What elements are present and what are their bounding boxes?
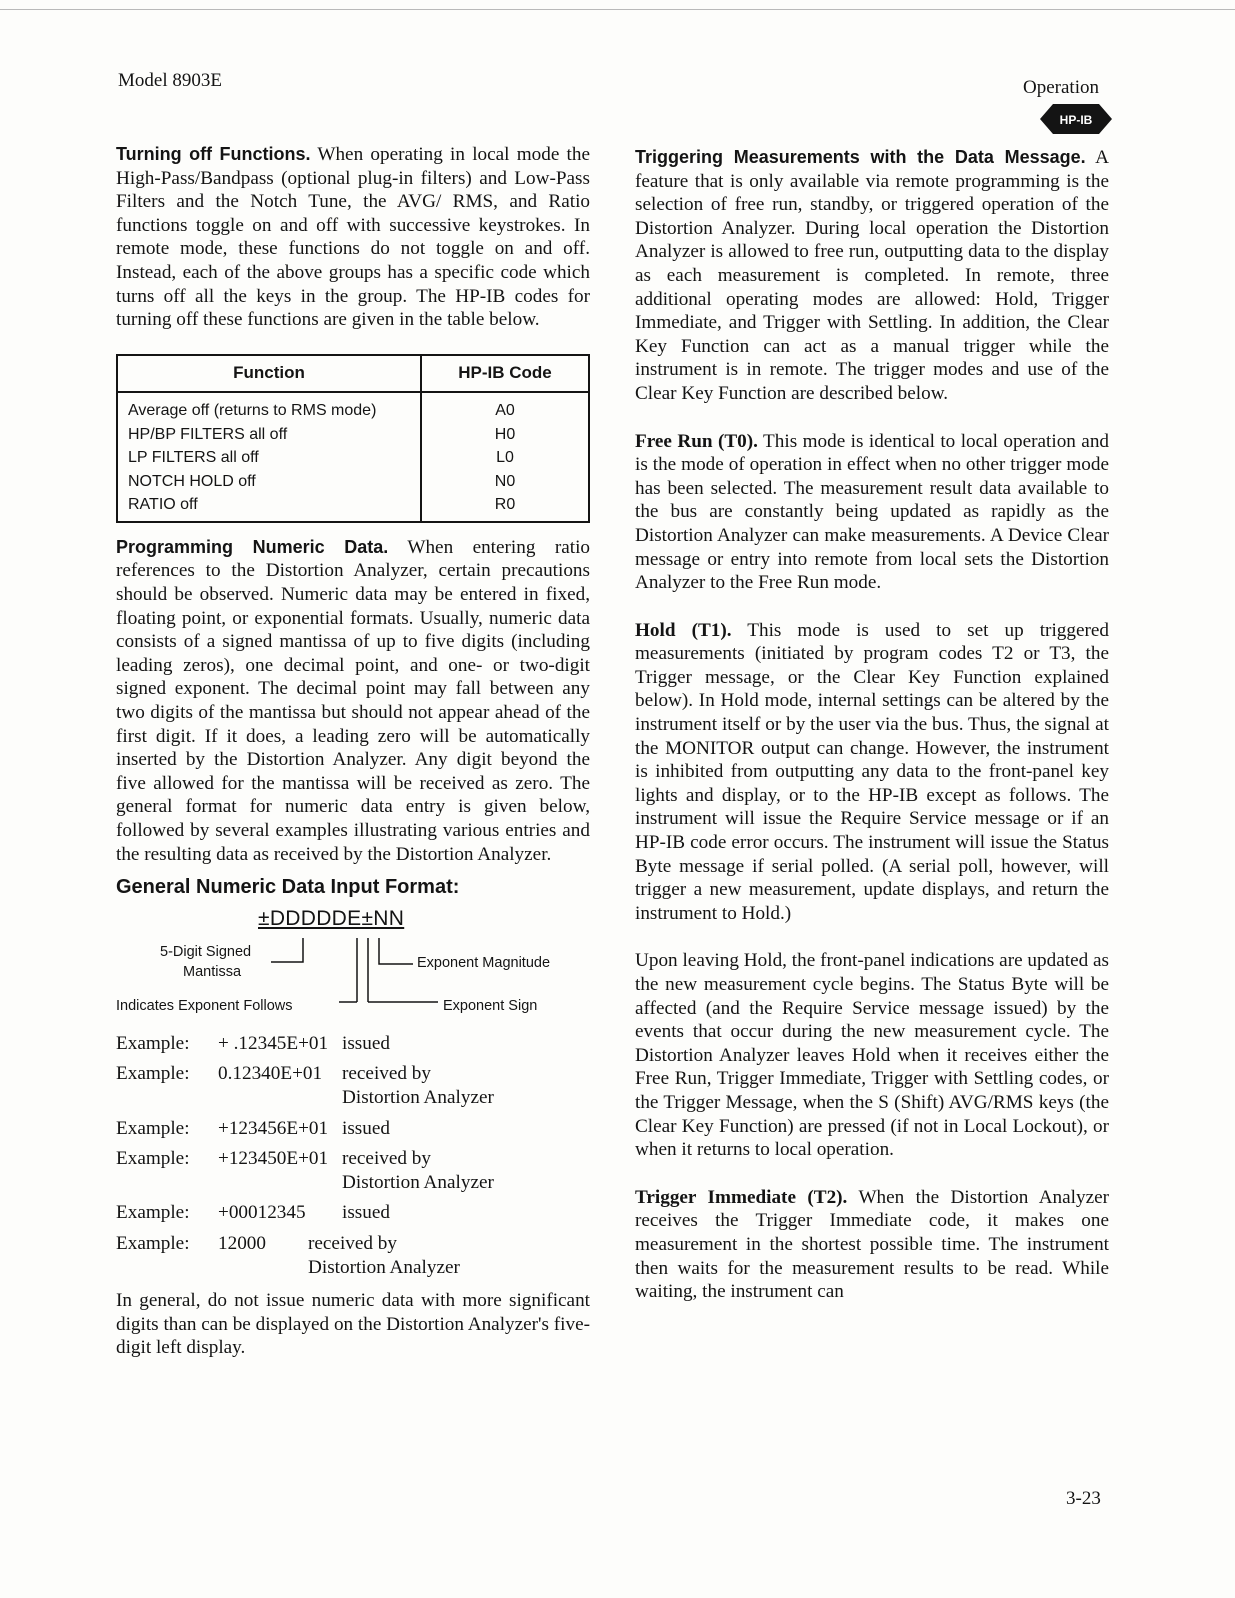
example-result: issued: [342, 1202, 390, 1224]
example-row: [116, 1201, 590, 1225]
numeric-data-heading: Programming Numeric Data.: [116, 536, 389, 557]
example-row: [116, 1032, 590, 1056]
page-number: 3-23: [1066, 1488, 1101, 1509]
table-header-function: Function: [117, 355, 421, 393]
table-header-code: HP-IB Code: [421, 355, 589, 393]
table-cell-function: LP FILTERS all off: [117, 446, 421, 470]
example-result-line2: Distortion Analyzer: [342, 1171, 494, 1193]
example-row: [116, 1232, 590, 1279]
label-exponent-sign: Exponent Sign: [443, 997, 538, 1014]
numeric-data-text: When entering ratio references to the Distortion Analyzer, certain precautions should be observed. Numeric data may be entered in fixed, floating point, or exponential formats. Usually, numeric data consists of a signed mantissa of up to five digits (including leading zeros), one decimal point, and one- or two-digit signed exponent. The decimal point may fall between any two digits of the mantissa but should not appear ahead of the first digit. If it does, a leading zero will be automatically inserted by the Distortion Analyzer. Any digit beyond the five allowed for the mantissa will be received as zero. The general format for numeric data entry is given below, followed by several examples illustrating various entries and the resulting data as received by the Distortion Analyzer.: [116, 536, 590, 865]
example-result: received by: [342, 1063, 431, 1085]
table-cell-code: R0: [421, 493, 589, 522]
free-run-heading: Free Run (T0).: [635, 430, 758, 452]
table-cell-function: Average off (returns to RMS mode): [117, 392, 421, 423]
example-value: +123450E+01: [218, 1148, 329, 1170]
trigger-immediate-heading: Trigger Immediate (T2).: [635, 1186, 848, 1208]
example-value: +123456E+01: [218, 1117, 329, 1139]
example-value: +00012345: [218, 1202, 306, 1224]
example-value: 12000: [218, 1232, 266, 1254]
triggering-paragraph: [635, 146, 1109, 406]
example-label: Example:: [116, 1148, 190, 1170]
hold-paragraph: [635, 619, 1109, 926]
hpib-badge-label: HP-IB: [1059, 113, 1093, 127]
header-section: Operation: [1023, 77, 1099, 98]
table-cell-code: N0: [421, 470, 589, 494]
left-column: [116, 143, 590, 1360]
example-value: + .12345E+01: [218, 1032, 329, 1054]
triggering-text: A feature that is only available via remote programming is the selection of free run, standby, or triggered operation of the Distortion Analyzer. During local operation the Distortion Analyzer is allowed to free run, outputting data to the display as each measurement is completed. In remote, three additional operating modes are allowed: Hold, Trigger Immediate, and Trigger with Settling. In addition, the Clear Key Function can act as a manual trigger while the instrument is in remote. The trigger modes and use of the Clear Key Function are described below.: [635, 147, 1109, 404]
trigger-immediate-paragraph: [635, 1186, 1109, 1304]
format-title: General Numeric Data Input Format:: [116, 876, 460, 899]
example-result: issued: [342, 1117, 390, 1139]
label-signed: 5-Digit Signed: [160, 943, 252, 960]
turning-off-heading: Turning off Functions.: [116, 144, 311, 164]
example-label: Example:: [116, 1117, 190, 1139]
example-result: received by: [342, 1148, 431, 1170]
table-row: [117, 470, 589, 494]
table-cell-function: RATIO off: [117, 493, 421, 522]
format-template: ±DDDDDE±NN: [258, 906, 405, 930]
example-row: [116, 1147, 590, 1194]
example-result-line2: Distortion Analyzer: [308, 1256, 460, 1278]
example-label: Example:: [116, 1202, 190, 1224]
examples-list: [116, 1032, 590, 1279]
triggering-heading: Triggering Measurements with the Data Message.: [635, 147, 1086, 167]
example-result-line2: Distortion Analyzer: [342, 1086, 494, 1108]
hold-text: This mode is used to set up triggered measurements (initiated by program codes T2 or T3, the Trigger message, or the Clear Key Function explained below). In Hold mode, internal settings can be altered by the instrument itself or by the user via the bus. Thus, the signal at the MONITOR output can change. However, the instrument is inhibited from outputting any data to the front-panel key lights and display, or to the HP-IB except as follows. The instrument will issue the Require Service message or if an HP-IB code error occurs. The instrument will issue the Status Byte message if serial polled. (A serial poll, however, will trigger a new measurement, update displays, and return the instrument to Hold.): [635, 619, 1109, 924]
table-row: [117, 392, 589, 423]
free-run-text: This mode is identical to local operation and is the mode of operation in effect when no other trigger mode has been selected. The measurement result data available to the bus are constantly being updated as rapidly as the Distortion Analyzer can make measurements. A Device Clear message or entry into remote from local sets the Distortion Analyzer to the Free Run mode.: [635, 430, 1110, 594]
trigger-immediate-text: When the Distortion Analyzer receives the Trigger Immediate code, it makes one measurement in the shortest possible time. The instrument then waits for the measurement results to be read. While waiting, the instrument can: [635, 1186, 1110, 1303]
label-exponent-magnitude: Exponent Magnitude: [417, 954, 551, 971]
example-label: Example:: [116, 1063, 190, 1085]
table-cell-code: A0: [421, 392, 589, 423]
format-diagram: [116, 900, 590, 1032]
example-label: Example:: [116, 1032, 190, 1054]
table-cell-function: HP/BP FILTERS all off: [117, 423, 421, 447]
label-mantissa: Mantissa: [183, 963, 242, 980]
example-value: 0.12340E+01: [218, 1063, 323, 1085]
turning-off-text: When operating in local mode the High-Pass/Bandpass (optional plug-in filters) and Low-Pass Filters and the Notch Tune, the AVG/ RMS, and Ratio functions toggle on and off with successive keystrokes. In remote mode, these functions do not toggle on and off. Instead, each of the above groups has a specific code which turns off all the keys in the group. The HP-IB codes for turning off these functions are given in the table below.: [116, 144, 590, 331]
hold-heading: Hold (T1).: [635, 619, 732, 641]
example-result: issued: [342, 1032, 390, 1054]
right-column: [635, 146, 1109, 1304]
table-cell-function: NOTCH HOLD off: [117, 470, 421, 494]
example-row: [116, 1062, 590, 1109]
label-exponent-follows: Indicates Exponent Follows: [116, 997, 293, 1014]
example-row: [116, 1117, 590, 1141]
example-result: received by: [308, 1232, 397, 1254]
header-model: Model 8903E: [118, 70, 222, 91]
table-row: [117, 493, 589, 522]
turning-off-paragraph: [116, 143, 590, 332]
hpib-badge-icon: [1040, 104, 1112, 134]
table-row: [117, 423, 589, 447]
table-cell-code: L0: [421, 446, 589, 470]
table-row: [117, 446, 589, 470]
example-label: Example:: [116, 1232, 190, 1254]
closing-paragraph: In general, do not issue numeric data with more significant digits than can be displayed on the Distortion Analyzer's five-digit left display.: [116, 1290, 590, 1359]
function-code-table: [116, 354, 590, 523]
leaving-hold-paragraph: Upon leaving Hold, the front-panel indications are updated as the new measurement cycle begins. The Status Byte will be affected (and the Require Service message issued) by the events that occur during the new measurement cycle. The Distortion Analyzer leaves Hold when it receives either the Free Run, Trigger Immediate, Trigger with Settling codes, or the Trigger Message, when the S (Shift) AVG/RMS keys (the Clear Key Function) are pressed (if not in Local Lockout), or when it returns to local operation.: [635, 950, 1109, 1161]
free-run-paragraph: [635, 430, 1109, 595]
top-rule: [0, 9, 1235, 10]
numeric-data-paragraph: [116, 536, 590, 866]
table-cell-code: H0: [421, 423, 589, 447]
